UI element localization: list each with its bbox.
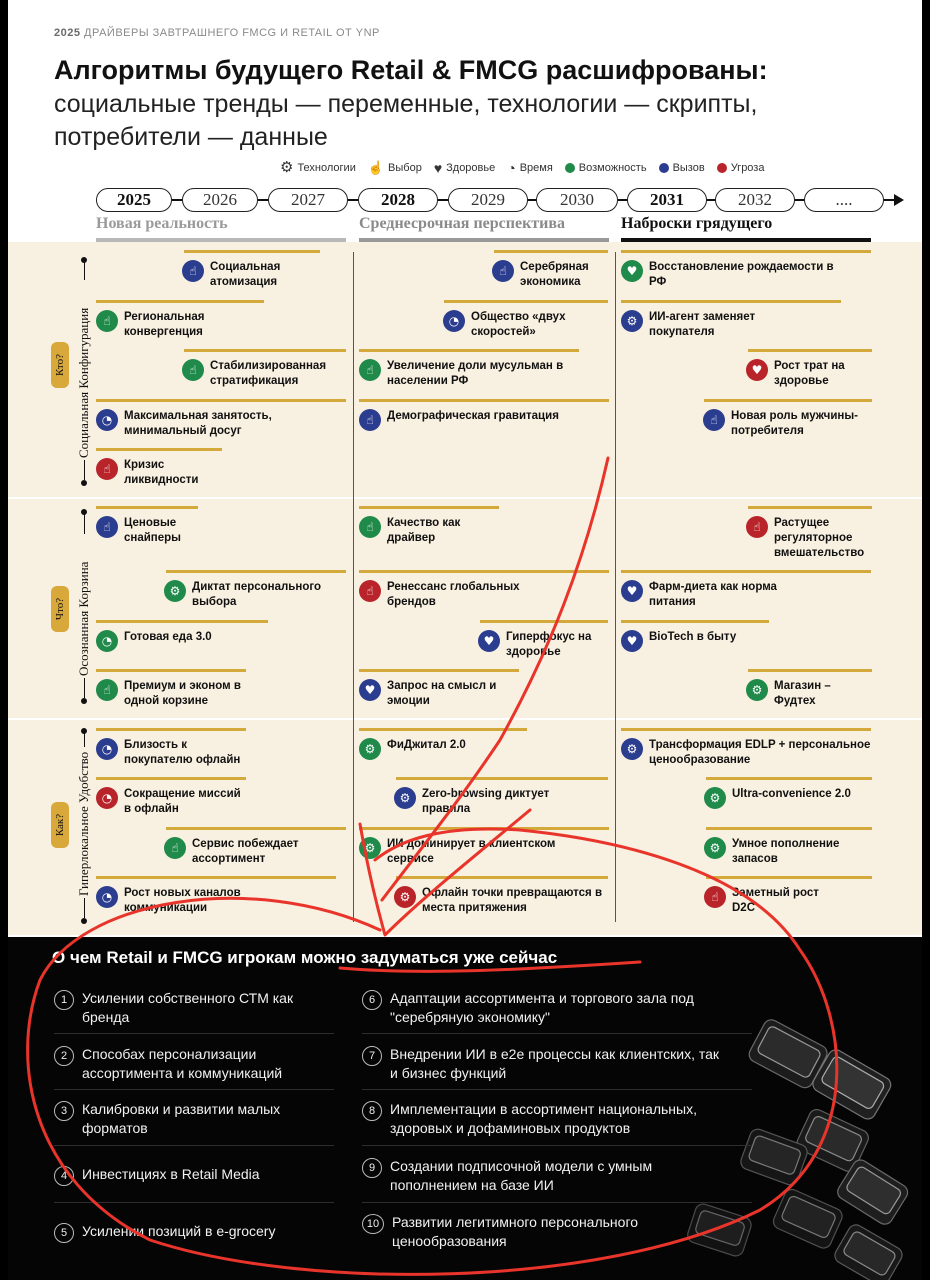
hand-pointer-icon: ☝ <box>96 679 118 701</box>
hand-pointer-icon: ☝ <box>492 260 514 282</box>
trend-item: ⚙ Умное пополнение запасов <box>704 837 842 867</box>
trend-item: ◔ Рост новых каналов коммуникации <box>96 886 264 916</box>
action-item: 1 Усилении собственного СТМ как бренда <box>54 989 314 1027</box>
trend-bar <box>96 669 246 672</box>
year-2029: 2029 <box>448 188 528 212</box>
legend-opportunity: Возможность <box>565 162 647 174</box>
trend-bar <box>444 300 608 303</box>
trend-bar <box>748 506 872 509</box>
trend-item: ☝ Серебряная экономика <box>492 260 610 290</box>
trend-bar <box>704 399 872 402</box>
separator <box>362 1202 752 1203</box>
trend-item: ⚙ Офлайн точки превращаются в места притяжения <box>394 886 612 916</box>
legend-time: ◔ Время <box>507 159 553 176</box>
row-tag-how: Как? <box>51 802 69 848</box>
legend-challenge: Вызов <box>659 162 705 174</box>
trend-bar <box>96 876 336 879</box>
trend-item: ☝ Стабилизированная стратификация <box>182 359 350 389</box>
trend-bar <box>621 570 871 573</box>
row-tag-who: Кто? <box>51 342 69 388</box>
row-marker <box>81 918 87 924</box>
arrow-right-icon <box>894 194 904 206</box>
year-2025: 2025 <box>96 188 172 212</box>
gear-icon: ⚙ <box>394 886 416 908</box>
gear-icon: ⚙ <box>359 738 381 760</box>
legend-health: ♥ Здоровье <box>433 159 496 176</box>
trend-item: ⚙ ФиДжитал 2.0 <box>359 738 507 760</box>
hand-pointer-icon: ☝ <box>704 886 726 908</box>
legend-choice: ☝ Выбор <box>367 160 422 175</box>
heart-icon: ♥ <box>746 359 768 381</box>
trend-bar <box>706 827 872 830</box>
trend-item: ☝ Новая роль мужчины-потребителя <box>703 409 881 439</box>
row-marker-line <box>84 733 85 747</box>
gear-icon: ⚙ <box>704 837 726 859</box>
row-marker-line <box>84 460 85 480</box>
hand-pointer-icon: ☝ <box>164 837 186 859</box>
hand-pointer-icon: ☝ <box>359 516 381 538</box>
gear-icon: ⚙ <box>704 787 726 809</box>
clock-icon: ◔ <box>96 787 118 809</box>
action-item: 10 Развитии легитимного персонального ценообразования <box>362 1213 722 1251</box>
phase-midterm: Среднесрочная перспектива <box>359 215 566 232</box>
trend-item: ☝ Кризис ликвидности <box>96 458 214 488</box>
row-marker <box>81 480 87 486</box>
separator <box>54 1202 334 1203</box>
trend-item: ☝ Растущее регуляторное вмешательство <box>746 516 884 561</box>
heart-icon: ♥ <box>621 260 643 282</box>
row-label-how: Гиперлокальное Удобство <box>76 751 91 896</box>
action-item: 4 Инвестициях в Retail Media <box>54 1165 334 1186</box>
hand-pointer-icon: ☝ <box>359 359 381 381</box>
action-item: 2 Способах персонализации ассортимента и коммуникаций <box>54 1045 334 1083</box>
trend-item: ☝ Заметный рост D2C <box>704 886 842 916</box>
action-item: 6 Адаптации ассортимента и торгового зала под "серебряную экономику" <box>362 989 722 1027</box>
gear-icon: ⚙ <box>621 310 643 332</box>
action-item: 3 Калибровки и развитии малых форматов <box>54 1100 334 1138</box>
year-2026: 2026 <box>182 188 258 212</box>
trend-bar <box>480 620 608 623</box>
heart-icon: ♥ <box>433 159 443 176</box>
clock-icon: ◔ <box>96 630 118 652</box>
hand-pointer-icon: ☝ <box>367 160 385 175</box>
trend-item: ♥ Восстановление рождаемости в РФ <box>621 260 849 290</box>
trend-bar <box>184 349 346 352</box>
trend-bar <box>359 399 609 402</box>
trend-item: ⚙ Zero-browsing диктует правила <box>394 787 582 817</box>
gear-icon: ⚙ <box>164 580 186 602</box>
trend-bar <box>96 506 198 509</box>
row-label-who: Социальная Конфигурация <box>76 307 91 458</box>
hand-pointer-icon: ☝ <box>703 409 725 431</box>
trend-item: ♥ Фарм-диета как норма питания <box>621 580 809 610</box>
trend-bar <box>166 827 346 830</box>
trend-bar <box>706 777 872 780</box>
trend-bar <box>359 728 527 731</box>
separator <box>362 1033 752 1034</box>
row-marker-line <box>84 514 85 534</box>
trend-item: ◔ Близость к покупателю офлайн <box>96 738 254 768</box>
trend-grid <box>8 242 922 937</box>
trend-bar <box>621 620 769 623</box>
hand-pointer-icon: ☝ <box>182 359 204 381</box>
trend-item: ♥ BioTech в быту <box>621 630 769 652</box>
gear-icon: ⚙ <box>746 679 768 701</box>
year-2032: 2032 <box>715 188 795 212</box>
trend-item: ☝ Социальная атомизация <box>182 260 300 290</box>
heart-icon: ♥ <box>478 630 500 652</box>
year-2027: 2027 <box>268 188 348 212</box>
blue-dot-icon <box>659 163 669 173</box>
trend-item: ⚙ Ultra-convenience 2.0 <box>704 787 852 809</box>
trend-bar <box>359 506 499 509</box>
trend-item: ☝ Демографическая гравитация <box>359 409 597 431</box>
action-panel <box>8 937 922 1280</box>
column-divider <box>353 252 354 922</box>
trend-item: ⚙ Трансформация EDLP + персональное ценообразование <box>621 738 879 768</box>
trend-bar <box>748 669 872 672</box>
heart-icon: ♥ <box>621 580 643 602</box>
row-tag-what: Что? <box>51 586 69 632</box>
trend-bar <box>96 399 346 402</box>
trend-bar <box>166 570 346 573</box>
clock-icon: ◔ <box>507 159 516 176</box>
trend-item: ☝ Увеличение доли мусульман в населении РФ <box>359 359 577 389</box>
separator <box>54 1033 334 1034</box>
trend-bar <box>96 728 246 731</box>
hand-pointer-icon: ☝ <box>96 310 118 332</box>
trend-item: ⚙ Диктат персонального выбора <box>164 580 342 610</box>
clock-icon: ◔ <box>443 310 465 332</box>
trend-item: ☝ Региональная конвергенция <box>96 310 234 340</box>
timeline <box>96 186 906 212</box>
trend-bar <box>184 250 320 253</box>
heart-icon: ♥ <box>359 679 381 701</box>
year-2028: 2028 <box>358 188 438 212</box>
trend-item: ♥ Рост трат на здоровье <box>746 359 864 389</box>
trend-bar <box>359 349 579 352</box>
trend-item: ◔ Готовая еда 3.0 <box>96 630 244 652</box>
page-subtitle: социальные тренды — переменные, технологии — скрипты, потребители — данные <box>54 90 758 151</box>
separator <box>362 1089 752 1090</box>
separator <box>362 1145 752 1146</box>
trend-bar <box>621 250 871 253</box>
page-title: Алгоритмы будущего Retail & FMCG расшифрованы: <box>54 55 768 85</box>
phase-future: Наброски грядущего <box>621 215 773 232</box>
action-item: 9 Создании подписочной модели с умным пополнением на базе ИИ <box>362 1157 722 1195</box>
trend-bar <box>494 250 608 253</box>
trend-item: ⚙ ИИ-агент заменяет покупателя <box>621 310 779 340</box>
legend-threat: Угроза <box>717 162 765 174</box>
trend-bar <box>96 300 264 303</box>
trend-item: ♥ Запрос на смысл и эмоции <box>359 679 527 709</box>
heart-icon: ♥ <box>621 630 643 652</box>
hand-pointer-icon: ☝ <box>96 516 118 538</box>
trend-bar <box>621 728 871 731</box>
hand-pointer-icon: ☝ <box>746 516 768 538</box>
separator <box>54 1145 334 1146</box>
trend-bar <box>396 876 608 879</box>
trend-item: ◔ Сокращение миссий в офлайн <box>96 787 244 817</box>
green-dot-icon <box>565 163 575 173</box>
trend-item: ☝ Ренессанс глобальных брендов <box>359 580 537 610</box>
trend-item: ☝ Качество как драйвер <box>359 516 477 546</box>
row-label-what: Осознанная Корзина <box>76 561 91 676</box>
year-2031: 2031 <box>627 188 707 212</box>
trend-bar <box>96 777 246 780</box>
trend-item: ☝ Ценовые снайперы <box>96 516 204 546</box>
trend-item: ⚙ Магазин – Фудтех <box>746 679 854 709</box>
row-marker-line <box>84 898 85 918</box>
trend-bar <box>359 570 609 573</box>
action-item: 7 Внедрении ИИ в е2е процессы как клиентских, так и бизнес функций <box>362 1045 722 1083</box>
trend-bar <box>359 827 609 830</box>
trend-bar <box>621 300 841 303</box>
legend-tech: ⚙ Технологии <box>280 159 356 176</box>
row-marker-line <box>84 262 85 280</box>
row-marker-line <box>84 678 85 698</box>
action-item: 8 Имплементации в ассортимент национальных, здоровых и дофаминовых продуктов <box>362 1100 742 1138</box>
gear-icon: ⚙ <box>280 159 294 176</box>
trend-bar <box>359 669 519 672</box>
trend-bar <box>96 620 268 623</box>
year-2030: 2030 <box>536 188 618 212</box>
clock-icon: ◔ <box>96 738 118 760</box>
red-dot-icon <box>717 163 727 173</box>
trend-bar <box>396 777 608 780</box>
trend-bar <box>706 876 872 879</box>
hand-pointer-icon: ☝ <box>182 260 204 282</box>
action-item: 5 Усилении позиций в e-grocery <box>54 1222 334 1243</box>
legend <box>280 160 764 175</box>
hand-pointer-icon: ☝ <box>96 458 118 480</box>
kicker: 2025 ДРАЙВЕРЫ ЗАВТРАШНЕГО FMCG И RETAIL ОТ YNP <box>54 27 380 39</box>
clock-icon: ◔ <box>96 886 118 908</box>
separator <box>54 1089 334 1090</box>
trend-item: ☝ Премиум и эконом в одной корзине <box>96 679 254 709</box>
hand-pointer-icon: ☝ <box>359 580 381 602</box>
hand-pointer-icon: ☝ <box>359 409 381 431</box>
trend-bar <box>748 349 872 352</box>
infographic-sheet <box>8 0 922 1280</box>
row-marker <box>81 698 87 704</box>
gear-icon: ⚙ <box>394 787 416 809</box>
column-divider <box>615 252 616 922</box>
trend-item: ◔ Максимальная занятость, минимальный досуг <box>96 409 304 439</box>
trend-item: ◔ Общество «двух скоростей» <box>443 310 591 340</box>
year-more: .... <box>804 188 884 212</box>
trend-bar <box>96 448 222 451</box>
gear-icon: ⚙ <box>359 837 381 859</box>
phase-new-reality: Новая реальность <box>96 215 228 232</box>
trend-item: ⚙ ИИ доминирует в клиентском сервисе <box>359 837 587 867</box>
trend-item: ♥ Гиперфокус на здоровье <box>478 630 606 660</box>
trend-item: ☝ Сервис побеждает ассортимент <box>164 837 332 867</box>
gear-icon: ⚙ <box>621 738 643 760</box>
action-panel-title: О чем Retail и FMCG игрокам можно задуматься уже сейчас <box>52 948 558 967</box>
clock-icon: ◔ <box>96 409 118 431</box>
